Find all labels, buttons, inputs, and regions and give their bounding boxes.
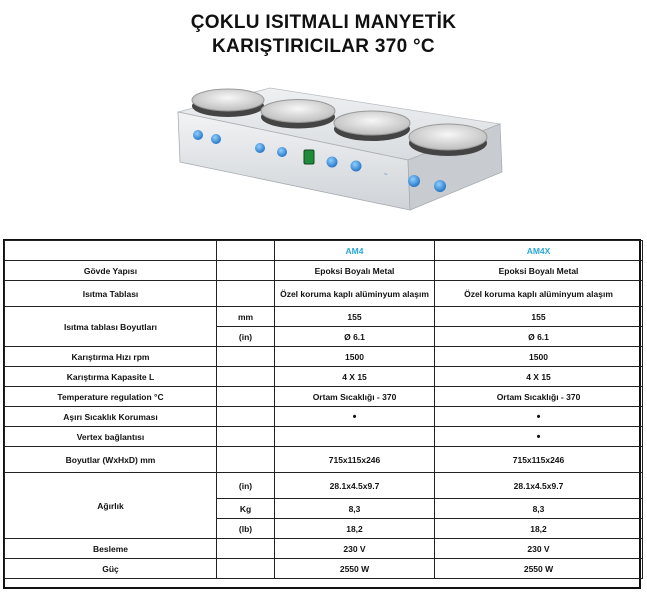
cell-am4: 1500 <box>275 347 435 367</box>
unit-label: (in) <box>217 473 275 499</box>
power-switch-icon <box>304 150 314 164</box>
table-row <box>5 559 643 579</box>
table-header-row <box>5 241 643 261</box>
cell-am4: 28.1x4.5x9.7 <box>275 473 435 499</box>
cell-am4: 18,2 <box>275 519 435 539</box>
table-row <box>5 407 643 427</box>
product-image <box>160 80 510 220</box>
cell-am4x: Ø 6.1 <box>435 327 643 347</box>
cell-am4x: • <box>435 407 643 427</box>
row-label: Vertex bağlantısı <box>5 427 217 447</box>
cell-am4: 4 X 15 <box>275 367 435 387</box>
table-row <box>5 281 643 307</box>
cell-am4x: Özel koruma kaplı alüminyum alaşım <box>435 281 643 307</box>
unit-label: mm <box>217 307 275 327</box>
cell-am4x: 1500 <box>435 347 643 367</box>
cell-am4x: • <box>435 427 643 447</box>
cell-am4 <box>275 427 435 447</box>
row-label: Aşırı Sıcaklık Koruması <box>5 407 217 427</box>
table-row <box>5 473 643 499</box>
page-title-line1: ÇOKLU ISITMALI MANYETİK <box>190 12 457 33</box>
table-row <box>5 447 643 473</box>
table-row <box>5 387 643 407</box>
cell-am4x: 4 X 15 <box>435 367 643 387</box>
model-header-am4: AM4 <box>275 241 435 261</box>
row-label: Isıtma tablası Boyutları <box>5 307 217 347</box>
cell-am4x: Epoksi Boyalı Metal <box>435 261 643 281</box>
row-label: Güç <box>5 559 217 579</box>
row-label: Karıştırma Kapasite L <box>5 367 217 387</box>
unit-label: (in) <box>217 327 275 347</box>
cell-am4: Ø 6.1 <box>275 327 435 347</box>
cell-am4: Özel koruma kaplı alüminyum alaşım <box>275 281 435 307</box>
cell-am4x: 715x115x246 <box>435 447 643 473</box>
hotplate-2 <box>261 100 335 129</box>
cell-am4: 2550 W <box>275 559 435 579</box>
row-label: Boyutlar (WxHxD) mm <box>5 447 217 473</box>
table-row <box>5 307 643 327</box>
cell-am4x: 230 V <box>435 539 643 559</box>
unit-label: Kg <box>217 499 275 519</box>
unit-label: (lb) <box>217 519 275 539</box>
row-label: Karıştırma Hızı rpm <box>5 347 217 367</box>
table-row <box>5 427 643 447</box>
row-label: Gövde Yapısı <box>5 261 217 281</box>
page-title-line2: KARIŞTIRICILAR 370 °C <box>212 36 435 57</box>
hotplate-1 <box>192 89 264 117</box>
svg-text:~: ~ <box>384 172 388 178</box>
row-label: Isıtma Tablası <box>5 281 217 307</box>
row-label: Temperature regulation °C <box>5 387 217 407</box>
cell-am4: 155 <box>275 307 435 327</box>
cell-am4x: 18,2 <box>435 519 643 539</box>
cell-am4x: Ortam Sıcaklığı - 370 <box>435 387 643 407</box>
hotplate-3 <box>334 111 410 141</box>
model-header-am4x: AM4X <box>435 241 643 261</box>
spec-table <box>4 240 643 579</box>
row-label: Ağırlık <box>5 473 217 539</box>
table-row <box>5 261 643 281</box>
table-row <box>5 347 643 367</box>
cell-am4x: 28.1x4.5x9.7 <box>435 473 643 499</box>
cell-am4: Epoksi Boyalı Metal <box>275 261 435 281</box>
cell-am4x: 8,3 <box>435 499 643 519</box>
cell-am4x: 155 <box>435 307 643 327</box>
cell-am4: • <box>275 407 435 427</box>
row-label: Besleme <box>5 539 217 559</box>
cell-am4: 230 V <box>275 539 435 559</box>
cell-am4: 715x115x246 <box>275 447 435 473</box>
cell-am4x: 2550 W <box>435 559 643 579</box>
cell-am4: 8,3 <box>275 499 435 519</box>
cell-am4: Ortam Sıcaklığı - 370 <box>275 387 435 407</box>
table-row <box>5 539 643 559</box>
hotplate-4 <box>409 124 487 156</box>
table-row <box>5 367 643 387</box>
